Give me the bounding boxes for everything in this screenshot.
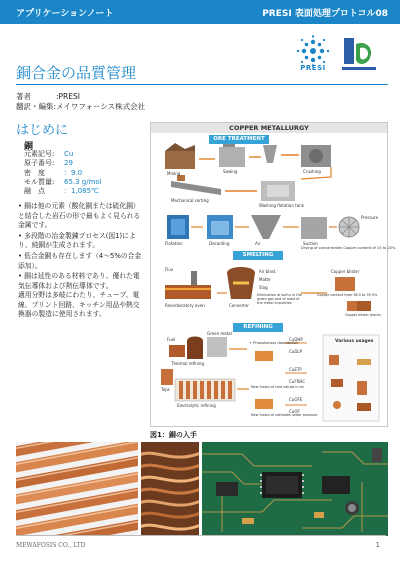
label-copper-blister-blocks: Copper blister blocks [345,313,381,317]
translator-label: 翻訳・編集: [16,102,57,111]
property-key: モル質量: [24,177,55,186]
label-slag: Slag [259,285,268,290]
circuit-board-photo [202,442,388,536]
bullet-item: • 低合金銅も存在します（4～5%の合金添加）。 [18,251,142,270]
label-phosphorus: + Phosphorous deoxidation [249,341,299,345]
copper-wire-photo [141,442,199,536]
bullet-item: • 銅は延性のある材料であり、優れた電気伝導体および熱伝導体です。 [18,272,140,290]
property-value: ：1,085℃ [64,187,99,196]
property-value: 65.3 g/mol [64,177,102,186]
label-matte: Matte [259,277,271,282]
label-flotation: Flotation [165,241,183,246]
intro-bullets [18,202,142,292]
author-value: :PRESI [56,92,80,101]
label-air: Air [255,241,261,246]
usage-paragraph: 適用分野は多岐にわたり、チューブ、電線、プリント回路、キッチン用品や熱交換器の製造に使用されます。 [18,291,140,319]
translator-value: メイワフォーシス株式会社 [56,102,146,111]
label-new-fusion: New fusion of cast values in air [251,385,304,389]
label-cu-ofe: CuOFE [289,397,303,402]
property-row [24,150,102,159]
page-number: 1 [375,541,380,549]
property-key: 密 度 [24,168,45,177]
label-tops: Tops [161,387,170,392]
page-title: 銅合金の品質管理 [16,64,137,82]
label-fuel: Fuel [167,337,176,342]
label-various-usages: Various usages [335,339,374,344]
label-elimination: Elimination of sulfur in the green gas and of most of the metal impurities [257,293,302,305]
property-row [24,159,102,168]
footer-divider [16,535,386,536]
property-value: Cu [64,150,74,158]
label-thermal-refining: Thermal refining [171,361,205,366]
label-cu-of: CuOF [289,409,300,414]
metallurgy-diagram-art [151,123,387,426]
label-cu-dhp: CuDHP [289,337,303,342]
label-blister-content: Copper content from 98.5 to 99.5% [317,293,378,297]
copper-properties [24,150,102,196]
logos [292,30,382,76]
refining-art [161,335,379,421]
label-decanting: Decanting [209,241,230,246]
property-value: ：9.0 [64,168,83,177]
label-flux: Flux [165,267,174,272]
property-row [24,169,102,178]
label-drying: Drying of concentrates Copper content of 15 to 20% [301,246,396,250]
label-converter: Converter [229,303,249,308]
label-mechanical-sorting: Mechanical sorting [171,198,209,203]
label-cu-etp: CuETP [289,367,302,372]
title-divider [16,84,388,85]
meiwa-logo [340,34,378,74]
header-category: アプリケーションノート [16,9,114,19]
label-sawing: Sawing [223,169,238,174]
label-washing: Washing flotation tank [259,203,305,208]
label-green-metal: Green metal [207,331,232,336]
section-heading-intro: はじめに [16,123,69,138]
figure-caption: 図1：銅の入手 [150,431,197,439]
figure-title: COPPER METALLURGY [151,123,387,133]
circuit-board-image [202,442,388,536]
label-pressure: Pressure [361,215,379,220]
footer-company: MEWAFOSIS CO., LTD [16,542,86,549]
header-protocol: PRESI 表面処理プロトコル08 [262,9,388,19]
label-cu-dlp: CuDLP [289,349,303,354]
bullet-item: • 多段階の冶金製錬プロセス(図1)により、純銅が生成されます。 [18,231,136,250]
label-copper-blister: Copper blister [331,269,360,274]
author-label: 著者 [16,92,31,101]
property-key: 元素記号: [24,150,55,158]
translator-line [16,101,145,112]
property-value: 29 [64,159,73,168]
band-ore-treatment: ORE TREATMENT [209,135,269,144]
label-crushing: Crushing [303,169,321,174]
label-air-blast: Air blast [259,269,276,274]
label-suction: Suction [303,241,318,246]
copper-metallurgy-figure [150,122,396,427]
copper-wire-image [141,442,199,536]
property-row [24,178,102,187]
copper-tubes-photo [16,442,138,536]
presi-logo-text: PRESI [300,64,326,72]
band-smelting: SMELTING [233,251,283,260]
label-cu-frhc: CuFRHC [289,379,306,384]
header-bar [0,0,400,24]
ore-treatment-art [165,141,359,239]
band-refining: REFINING [233,323,283,332]
properties-title: 銅 [24,142,34,152]
bullet-item: • 銅は他の元素（酸化銅または硫化銅）と結合した岩石の形で最もよく見られる金属です。 [18,202,141,230]
label-reverberatory: Reverberatory oven [165,303,205,308]
label-new-fusion-2: New fusion of cathodes under pressure [251,413,318,417]
copper-tubes-image [16,442,138,536]
property-key: 原子番号: [24,159,55,168]
property-row [24,187,102,196]
label-mining: Mining [167,171,181,176]
label-electrolytic: Electrolytic refining [177,403,216,408]
property-key: 融 点 [24,187,45,196]
